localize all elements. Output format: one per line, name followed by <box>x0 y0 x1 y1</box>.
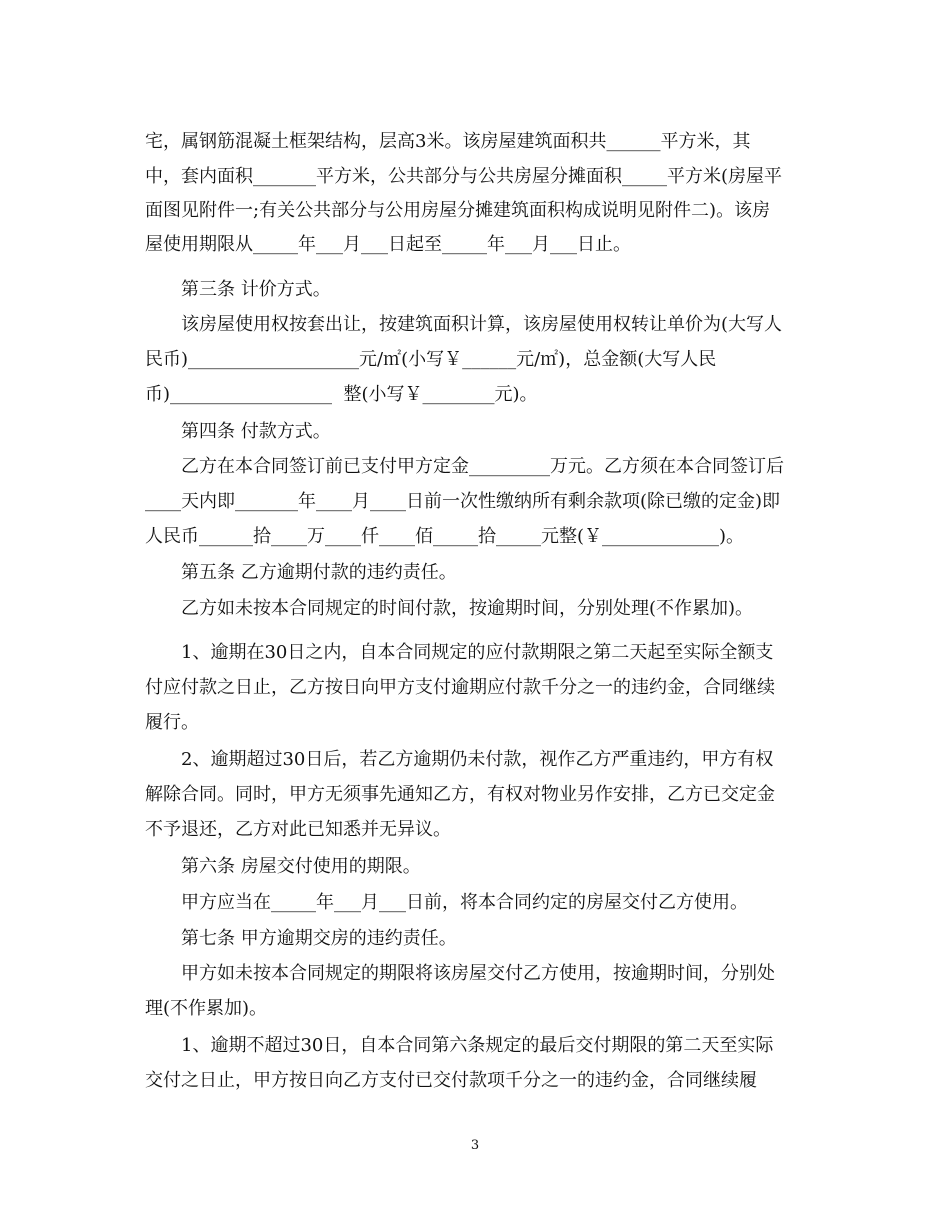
text-line: 1、逾期不超过30日，自本合同第六条规定的最后交付期限的第二天至实际 <box>181 1035 774 1056</box>
text-line: 付应付款之日止，乙方按日向甲方支付逾期应付款千分之一的违约金，合同继续 <box>145 677 775 698</box>
text-line: 理(不作累加)。 <box>145 998 268 1019</box>
article-heading: 第六条 房屋交付使用的期限。 <box>181 856 421 877</box>
article-heading: 第五条 乙方逾期付款的违约责任。 <box>181 562 457 583</box>
page-number: 3 <box>470 1138 480 1153</box>
text-line: 该房屋使用权按套出让，按建筑面积计算，该房屋使用权转让单价为(大写人 <box>181 314 783 335</box>
text-line: 乙方在本合同签订前已支付甲方定金_________万元。乙方须在本合同签订后 <box>181 456 784 477</box>
text-line: 1、逾期在30日之内，自本合同规定的应付款期限之第二天起至实际全额支 <box>181 642 774 663</box>
text-line: 甲方应当在_____年___月___日前，将本合同约定的房屋交付乙方使用。 <box>181 892 748 913</box>
text-line: 解除合同。同时，甲方无须事先通知乙方，有权对物业另作安排，乙方已交定金 <box>145 784 775 805</box>
text-line: 履行。 <box>145 712 199 733</box>
text-line: 不予退还，乙方对此已知悉并无异议。 <box>145 819 451 840</box>
text-line: 屋使用期限从_____年___月___日起至_____年___月___日止。 <box>145 234 631 255</box>
text-line: 面图见附件一;有关公共部分与公用房屋分摊建筑面积构成说明见附件二)。该房 <box>145 200 771 221</box>
article-heading: 第七条 甲方逾期交房的违约责任。 <box>181 928 457 949</box>
text-line: 宅，属钢筋混凝土框架结构，层高3米。该房屋建筑面积共______平方米，其 <box>145 131 751 152</box>
article-heading: 第三条 计价方式。 <box>181 279 331 300</box>
text-line: 甲方如未按本合同规定的期限将该房屋交付乙方使用，按逾期时间，分别处 <box>181 963 775 984</box>
text-line: 中，套内面积_______平方米，公共部分与公共房屋分摊面积_____平方米(房屋平 <box>145 166 783 187</box>
text-line: 乙方如未按本合同规定的时间付款，按逾期时间，分别处理(不作累加)。 <box>181 598 754 619</box>
text-line: 人民币______拾____万____仟____佰_____拾_____元整(￥_____________)。 <box>145 526 745 547</box>
text-line: 币)__________________ 整(小写￥________元)。 <box>145 384 538 405</box>
text-line: 交付之日止，甲方按日向乙方支付已交付款项千分之一的违约金，合同继续履 <box>145 1070 757 1091</box>
text-line: 民币)___________________元/㎡(小写￥______元/㎡)，总金额(大写人民 <box>145 349 717 370</box>
text-line: 2、逾期超过30日后，若乙方逾期仍未付款，视作乙方严重违约，甲方有权 <box>181 749 774 770</box>
article-heading: 第四条 付款方式。 <box>181 421 331 442</box>
text-line: ____天内即_______年____月____日前一次性缴纳所有剩余款项(除已缴的定金)即 <box>145 491 781 512</box>
